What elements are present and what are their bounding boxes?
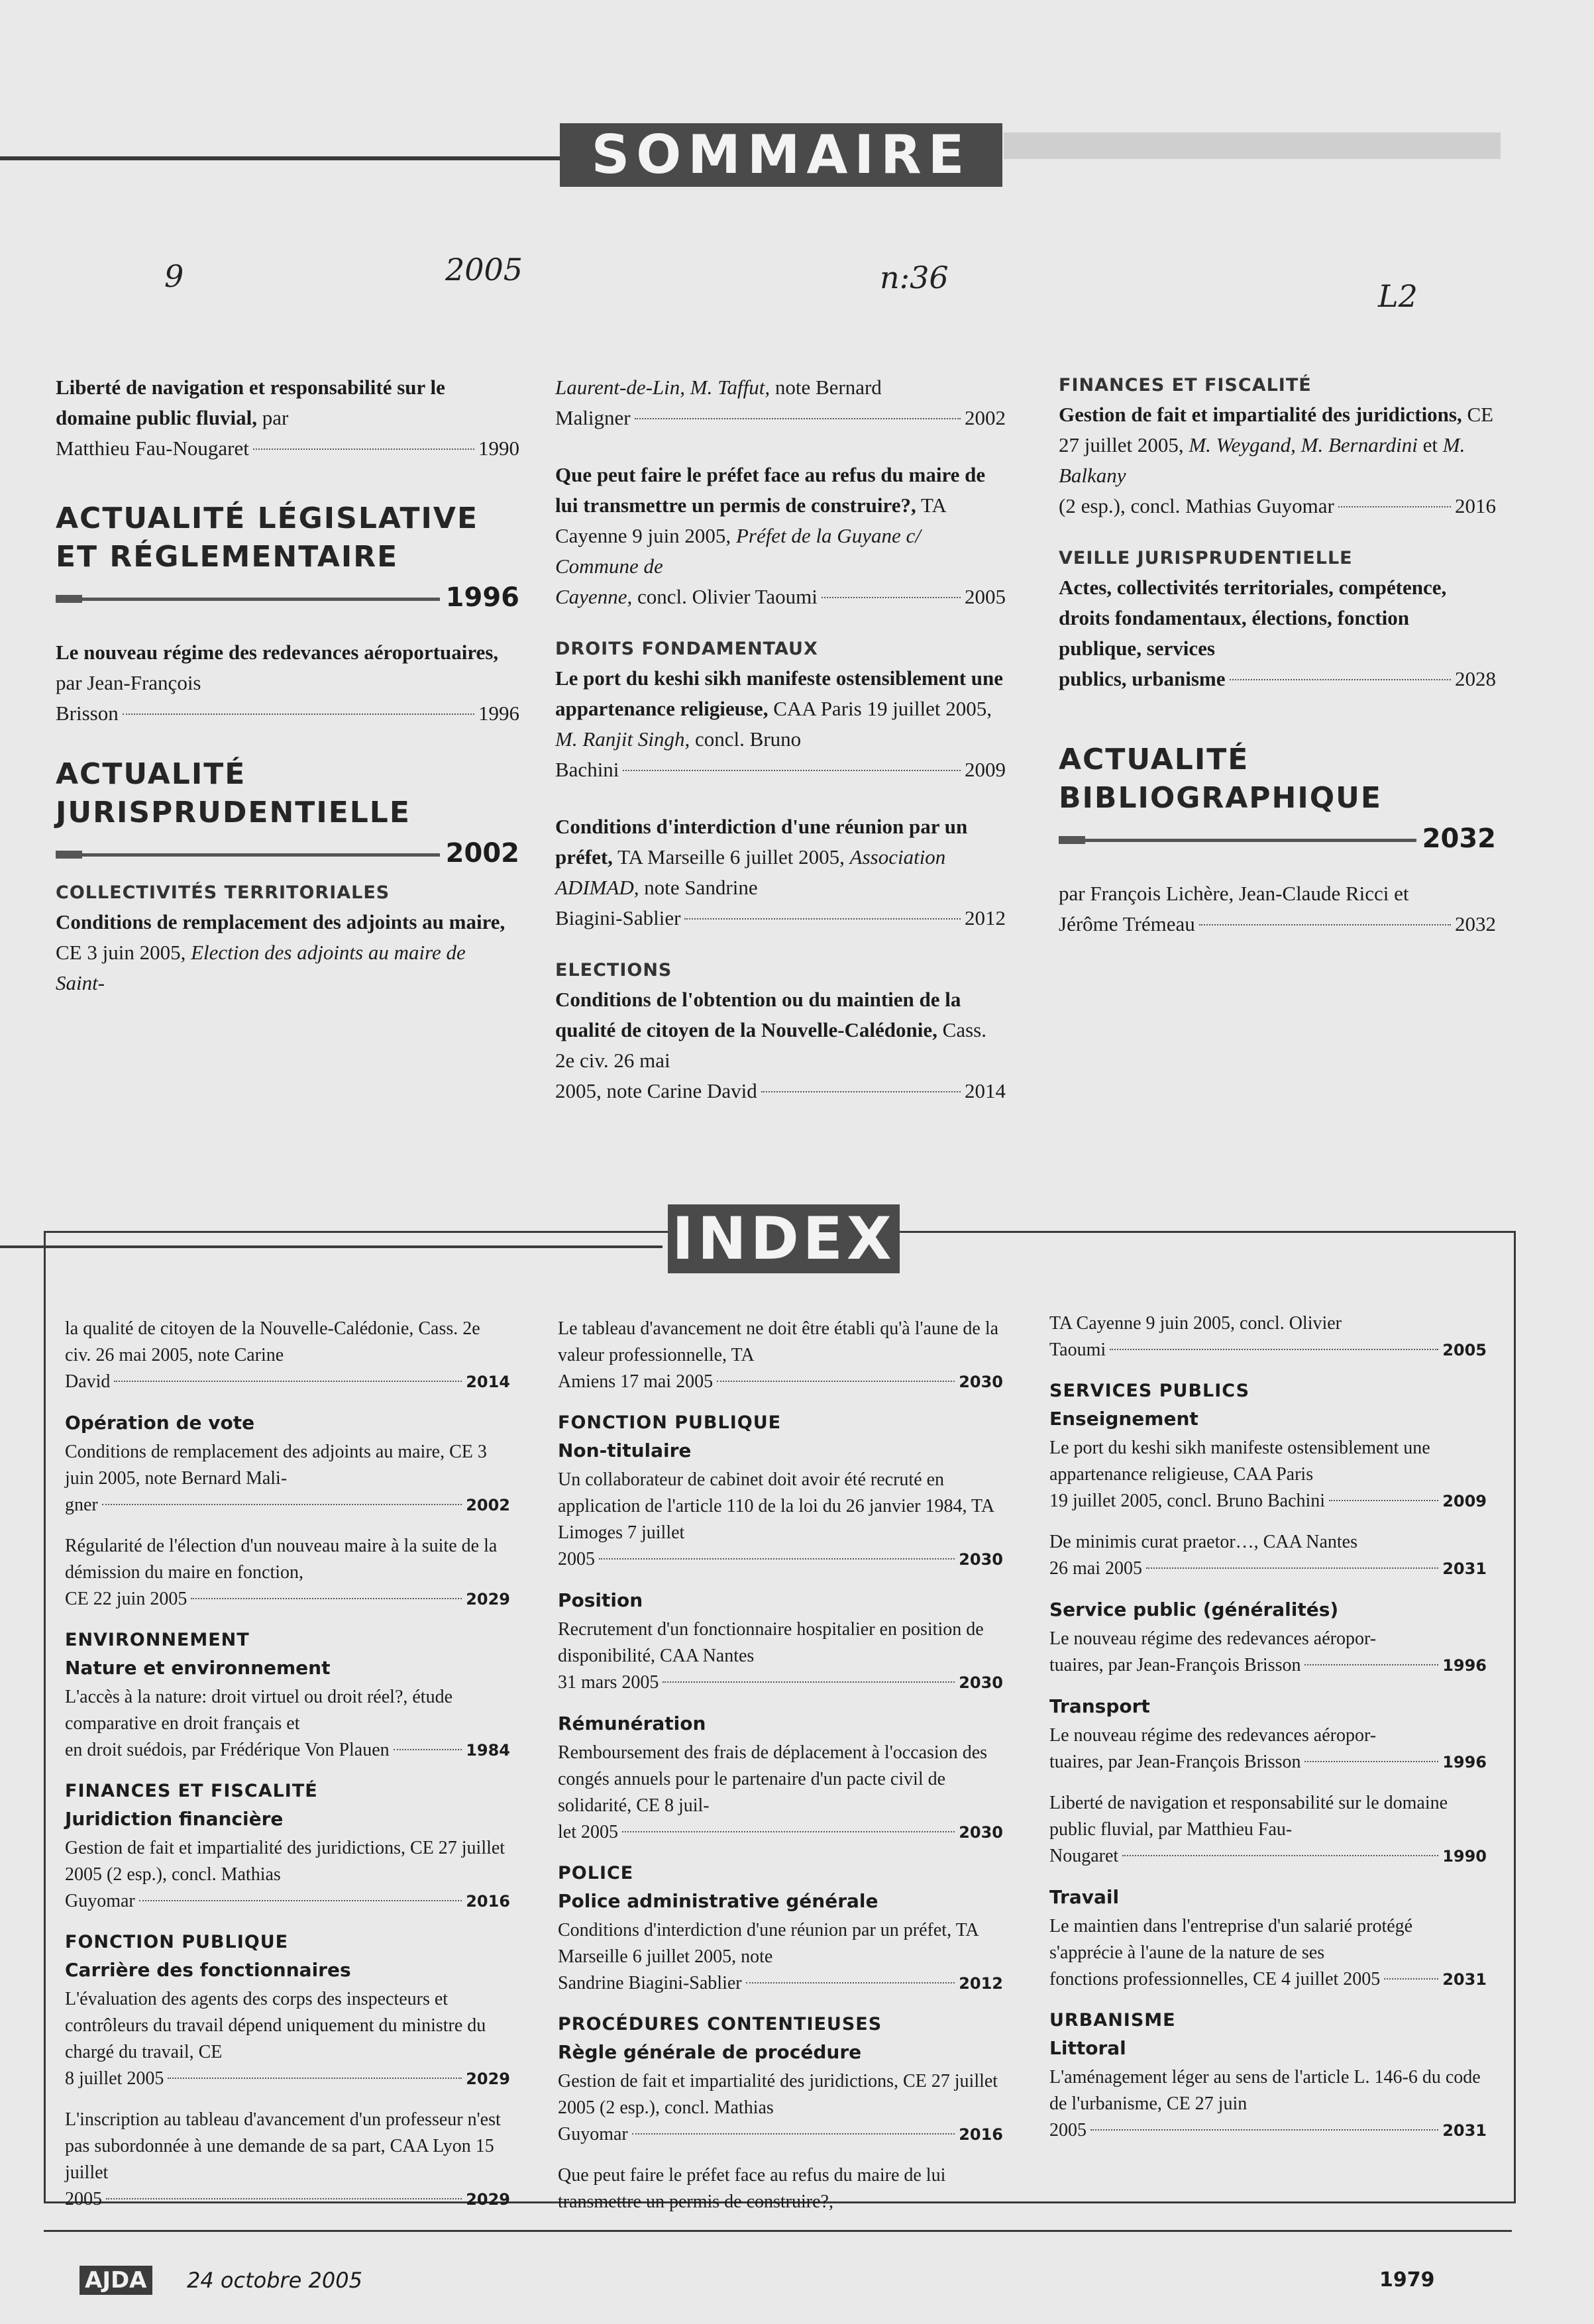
index-subheading: Règle générale de procédure xyxy=(558,2041,862,2063)
section-heading: ACTUALITÉ BIBLIOGRAPHIQUE xyxy=(1059,743,1382,815)
index-subheading: Position xyxy=(558,1589,643,1611)
section-rule: 2032 xyxy=(1059,821,1496,856)
index-subheading: Transport xyxy=(1049,1695,1150,1717)
index-entry[interactable]: Que peut faire le préfet face au refus du maire de lui transmettre un permis de construire?, xyxy=(558,2165,946,2212)
index-subheading: Littoral xyxy=(1049,2037,1126,2059)
index-heading: FONCTION PUBLIQUE xyxy=(558,1412,782,1433)
index-subheading: Travail xyxy=(1049,1886,1120,1908)
index-subheading: Nature et environnement xyxy=(65,1657,331,1679)
index-subheading: Juridiction financière xyxy=(65,1808,284,1830)
sommaire-column-3 xyxy=(1059,363,1496,966)
index-subheading: Enseignement xyxy=(1049,1408,1198,1430)
index-column-3 xyxy=(1049,1310,1487,2158)
index-entry[interactable]: De minimis curat praetor…, CAA Nantes 26 mai 2005 2031 xyxy=(1049,1532,1487,1579)
index-subheading: Non-titulaire xyxy=(558,1440,692,1461)
toc-entry[interactable]: Conditions d'interdiction d'une réunion par un préfet, TA Marseille 6 juillet 2005, Association ADIMAD, note Sandrine Biagini-Sablier 2012 xyxy=(555,815,1006,929)
index-entry[interactable]: Le nouveau régime des redevances aéropor- tuaires, par Jean-François Brisson 1996 xyxy=(1049,1725,1487,1772)
toc-entry[interactable]: Laurent-de-Lin, M. Taffut, note Bernard Maligner 2002 xyxy=(555,376,1006,429)
handwritten-note-4: L2 xyxy=(1378,278,1418,314)
handwritten-note-1: 9 xyxy=(164,258,184,294)
index-heading: PROCÉDURES CONTENTIEUSES xyxy=(558,2014,882,2034)
index-entry[interactable]: la qualité de citoyen de la Nouvelle-Calédonie, Cass. 2e civ. 26 mai 2005, note Carine David 2014 xyxy=(65,1318,510,1392)
index-entry[interactable]: TA Cayenne 9 juin 2005, concl. Olivier Taoumi 2005 xyxy=(1049,1313,1487,1360)
index-entry[interactable]: Conditions de remplacement des adjoints au maire, CE 3 juin 2005, note Bernard Mali- gner 2002 xyxy=(65,1442,510,1515)
index-entry[interactable]: L'inscription au tableau d'avancement d'un professeur n'est pas subordonnée à une demande de sa part, CAA Lyon 15 juillet 2005 2029 xyxy=(65,2109,510,2209)
index-entry[interactable]: Le nouveau régime des redevances aéropor- tuaires, par Jean-François Brisson 1996 xyxy=(1049,1628,1487,1675)
category-label: ELECTIONS xyxy=(555,960,672,980)
index-entry[interactable]: Liberté de navigation et responsabilité sur le domaine public fluvial, par Matthieu Fau- Nougaret 1990 xyxy=(1049,1793,1487,1866)
index-heading: ENVIRONNEMENT xyxy=(65,1630,250,1650)
toc-entry[interactable]: Gestion de fait et impartialité des juridictions, CE 27 juillet 2005, M. Weygand, M. Bernardini et M. Balkany (2 esp.), concl. Mathias Guyomar 2016 xyxy=(1059,403,1496,517)
index-subheading: Police administrative générale xyxy=(558,1890,878,1912)
section-heading: ACTUALITÉ JURISPRUDENTIELLE xyxy=(56,757,411,829)
index-entry[interactable]: Remboursement des frais de déplacement à l'occasion des congés annuels pour le partenaire d'un pacte civil de solidarité, CE 8 juil- let 2005 2030 xyxy=(558,1742,1003,1842)
index-entry[interactable]: Le tableau d'avancement ne doit être établi qu'à l'aune de la valeur professionnelle, TA Amiens 17 mai 2005 2030 xyxy=(558,1318,1003,1392)
index-entry[interactable]: Régularité de l'élection d'un nouveau maire à la suite de la démission du maire en fonction, CE 22 juin 2005 2029 xyxy=(65,1536,510,1609)
handwritten-note-3: n:36 xyxy=(880,260,949,295)
toc-entry[interactable]: par François Lichère, Jean-Claude Ricci et Jérôme Trémeau 2032 xyxy=(1059,882,1496,935)
index-entry[interactable]: Conditions d'interdiction d'une réunion par un préfet, TA Marseille 6 juillet 2005, note Sandrine Biagini-Sablier 2012 xyxy=(558,1920,1003,1993)
index-subheading: Carrière des fonctionnaires xyxy=(65,1959,351,1981)
sommaire-title: SOMMAIRE xyxy=(560,123,1002,187)
index-subheading: Rémunération xyxy=(558,1713,706,1734)
index-title: INDEX xyxy=(668,1204,900,1273)
index-subheading: Opération de vote xyxy=(65,1412,255,1434)
category-label: DROITS FONDAMENTAUX xyxy=(555,639,818,659)
index-entry[interactable]: Gestion de fait et impartialité des juridictions, CE 27 juillet 2005 (2 esp.), concl. Mathias Guyomar 2016 xyxy=(558,2071,1003,2144)
category-label: COLLECTIVITÉS TERRITORIALES xyxy=(56,882,390,903)
index-entry[interactable]: L'évaluation des agents des corps des inspecteurs et contrôleurs du travail dépend uniquement du ministre du chargé du travail, CE 8 juillet 2005 2029 xyxy=(65,1989,510,2089)
section-rule: 1996 xyxy=(56,580,519,615)
top-rule-left xyxy=(0,156,563,160)
toc-entry[interactable]: Le nouveau régime des redevances aéroportuaires, par Jean-François Brisson 1996 xyxy=(56,641,519,725)
toc-entry[interactable]: Conditions de remplacement des adjoints au maire, CE 3 juin 2005, Election des adjoints au maire de Saint- xyxy=(56,910,505,994)
toc-entry[interactable]: Actes, collectivités territoriales, compétence, droits fondamentaux, élections, fonction publique, services publics, urbanisme 2028 xyxy=(1059,576,1496,690)
index-column-1 xyxy=(65,1316,510,2227)
index-heading: URBANISME xyxy=(1049,2010,1176,2031)
category-label: VEILLE JURISPRUDENTIELLE xyxy=(1059,548,1353,568)
issue-date: 24 octobre 2005 xyxy=(187,2268,362,2293)
index-column-2 xyxy=(558,1316,1003,2230)
section-rule: 2002 xyxy=(56,836,519,871)
index-heading: POLICE xyxy=(558,1863,634,1883)
handwritten-note-2: 2005 xyxy=(445,252,523,288)
index-heading: FONCTION PUBLIQUE xyxy=(65,1932,289,1952)
index-entry[interactable]: L'accès à la nature: droit virtuel ou droit réel?, étude comparative en droit français et en droit suédois, par Frédérique Von Plauen 1984 xyxy=(65,1687,510,1760)
index-heading: SERVICES PUBLICS xyxy=(1049,1381,1250,1401)
index-entry[interactable]: L'aménagement léger au sens de l'article L. 146-6 du code de l'urbanisme, CE 27 juin 2005 2031 xyxy=(1049,2067,1487,2140)
page-number: 1979 xyxy=(1379,2268,1435,2292)
top-rule-right xyxy=(1004,132,1501,159)
index-entry[interactable]: Le port du keshi sikh manifeste ostensiblement une appartenance religieuse, CAA Paris 19 juillet 2005, concl. Bruno Bachini 2009 xyxy=(1049,1438,1487,1511)
toc-entry[interactable]: Le port du keshi sikh manifeste ostensiblement une appartenance religieuse, CAA Paris 19 juillet 2005, M. Ranjit Singh, concl. Bruno Bachini 2009 xyxy=(555,666,1006,781)
index-heading: FINANCES ET FISCALITÉ xyxy=(65,1781,318,1801)
toc-entry[interactable]: Conditions de l'obtention ou du maintien de la qualité de citoyen de la Nouvelle-Calédonie, Cass. 2e civ. 26 mai 2005, note Carine David 2014 xyxy=(555,988,1006,1102)
section-heading: ACTUALITÉ LÉGISLATIVE ET RÉGLEMENTAIRE xyxy=(56,502,479,574)
journal-logo: AJDA xyxy=(80,2266,152,2295)
footer-rule xyxy=(44,2230,1512,2232)
toc-entry[interactable]: Que peut faire le préfet face au refus du maire de lui transmettre un permis de construire?, TA Cayenne 9 juin 2005, Préfet de la Guyane c/ Commune de Cayenne, concl. Olivier Taoumi 2005 xyxy=(555,463,1006,608)
index-entry[interactable]: Un collaborateur de cabinet doit avoir été recruté en application de l'article 110 de la loi du 26 janvier 1984, TA Limoges 7 juillet 2005 2030 xyxy=(558,1469,1003,1569)
index-entry[interactable]: Gestion de fait et impartialité des juridictions, CE 27 juillet 2005 (2 esp.), concl. Mathias Guyomar 2016 xyxy=(65,1838,510,1911)
index-subheading: Service public (généralités) xyxy=(1049,1599,1339,1620)
category-label: FINANCES ET FISCALITÉ xyxy=(1059,375,1312,396)
sommaire-column-2 xyxy=(555,372,1006,1133)
index-entry[interactable]: Le maintien dans l'entreprise d'un salarié protégé s'apprécie à l'aune de la nature de ses fonctions professionnelles, CE 4 juillet 2005 2031 xyxy=(1049,1916,1487,1989)
index-entry[interactable]: Recrutement d'un fonctionnaire hospitalier en position de disponibilité, CAA Nantes 31 mars 2005 2030 xyxy=(558,1619,1003,1693)
sommaire-column-1 xyxy=(56,372,519,1025)
toc-entry[interactable]: Liberté de navigation et responsabilité sur le domaine public fluvial, par Matthieu Fau-Nougaret 1990 xyxy=(56,376,519,460)
